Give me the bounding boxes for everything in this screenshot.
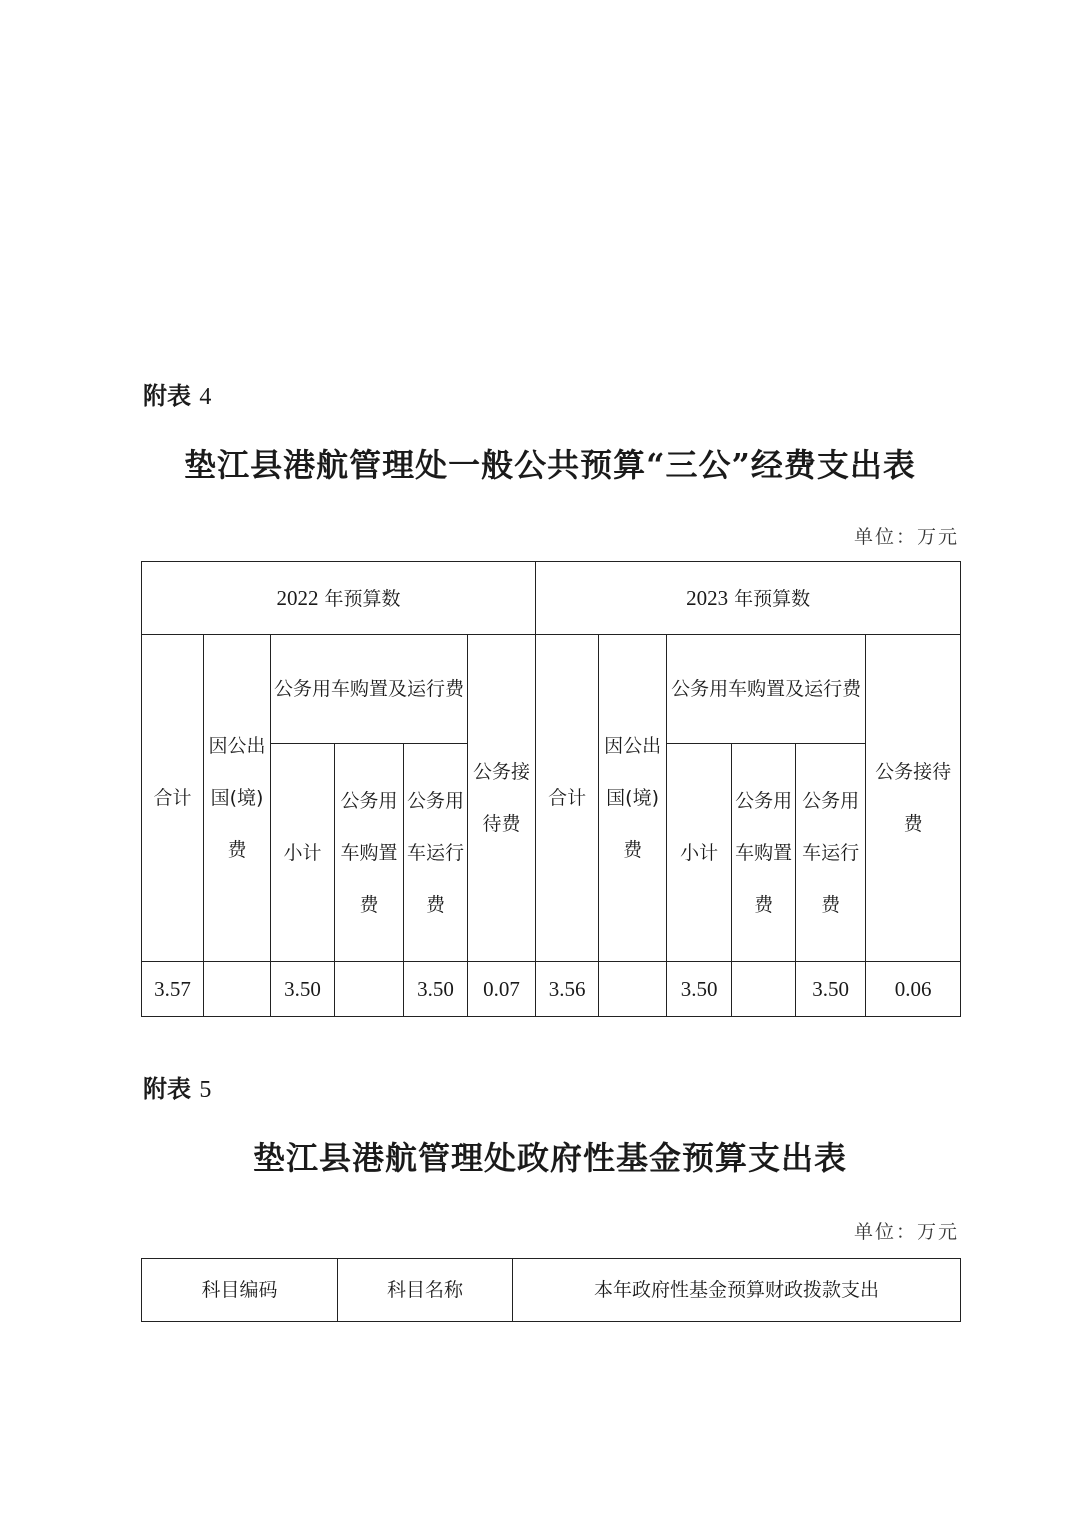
- value-2022-operation: 3.50: [404, 962, 468, 1017]
- header-2022-reception: 公务接待费: [468, 635, 536, 962]
- table4-unit: 单位：万元: [853, 526, 959, 548]
- header-subject-name: 科目名称: [338, 1259, 513, 1322]
- table5-title: 垫江县港航管理处政府性基金预算支出表: [252, 1139, 847, 1177]
- appendix-label-number: 4: [199, 384, 212, 410]
- value-2022-total: 3.57: [142, 962, 204, 1017]
- header-2022-operation: 公务用车运行费: [404, 744, 468, 962]
- value-2023-reception: 0.06: [866, 962, 961, 1017]
- value-2023-purchase: [732, 962, 796, 1017]
- value-2022-purchase: [335, 962, 404, 1017]
- header-2023-subtotal: 小计: [667, 744, 732, 962]
- table-row: [142, 635, 961, 744]
- appendix-label-prefix: 附表: [143, 1074, 191, 1103]
- year-2022-number: 2022: [276, 585, 319, 610]
- appendix-label-prefix: 附表: [143, 381, 191, 410]
- table-row: [142, 1259, 961, 1322]
- year-2023-number: 2023: [686, 585, 729, 610]
- header-2023-vehicle: 公务用车购置及运行费: [667, 635, 866, 744]
- value-2023-abroad: [599, 962, 667, 1017]
- header-subject-code: 科目编码: [142, 1259, 338, 1322]
- table-row: [142, 962, 961, 1017]
- value-2023-total: 3.56: [536, 962, 599, 1017]
- three-public-expenses-table: [141, 561, 961, 1017]
- table-row: [142, 562, 961, 635]
- appendix-4-label: [143, 376, 211, 411]
- header-fund-expenditure: 本年政府性基金预算财政拨款支出: [513, 1259, 961, 1322]
- appendix-5-label: [143, 1069, 211, 1104]
- year-2022-header: [142, 562, 536, 635]
- year-2023-suffix: 年预算数: [728, 587, 811, 610]
- header-2022-total: 合计: [142, 635, 204, 962]
- appendix-label-number: 5: [199, 1077, 212, 1103]
- header-2022-abroad: 因公出国(境)费: [204, 635, 271, 962]
- value-2023-subtotal: 3.50: [667, 962, 732, 1017]
- header-2023-total: 合计: [536, 635, 599, 962]
- value-2022-subtotal: 3.50: [271, 962, 335, 1017]
- government-fund-table: [141, 1258, 961, 1322]
- value-2022-abroad: [204, 962, 271, 1017]
- header-2022-subtotal: 小计: [271, 744, 335, 962]
- header-2023-operation: 公务用车运行费: [796, 744, 866, 962]
- year-2022-suffix: 年预算数: [318, 587, 401, 610]
- table4-title: 垫江县港航管理处一般公共预算“三公”经费支出表: [184, 446, 916, 484]
- header-2023-purchase: 公务用车购置费: [732, 744, 796, 962]
- header-2023-reception: 公务接待费: [866, 635, 961, 962]
- header-2022-vehicle: 公务用车购置及运行费: [271, 635, 468, 744]
- table5-unit: 单位：万元: [853, 1221, 959, 1243]
- header-2023-abroad: 因公出国(境)费: [599, 635, 667, 962]
- year-2023-header: [536, 562, 961, 635]
- value-2022-reception: 0.07: [468, 962, 536, 1017]
- header-2022-purchase: 公务用车购置费: [335, 744, 404, 962]
- value-2023-operation: 3.50: [796, 962, 866, 1017]
